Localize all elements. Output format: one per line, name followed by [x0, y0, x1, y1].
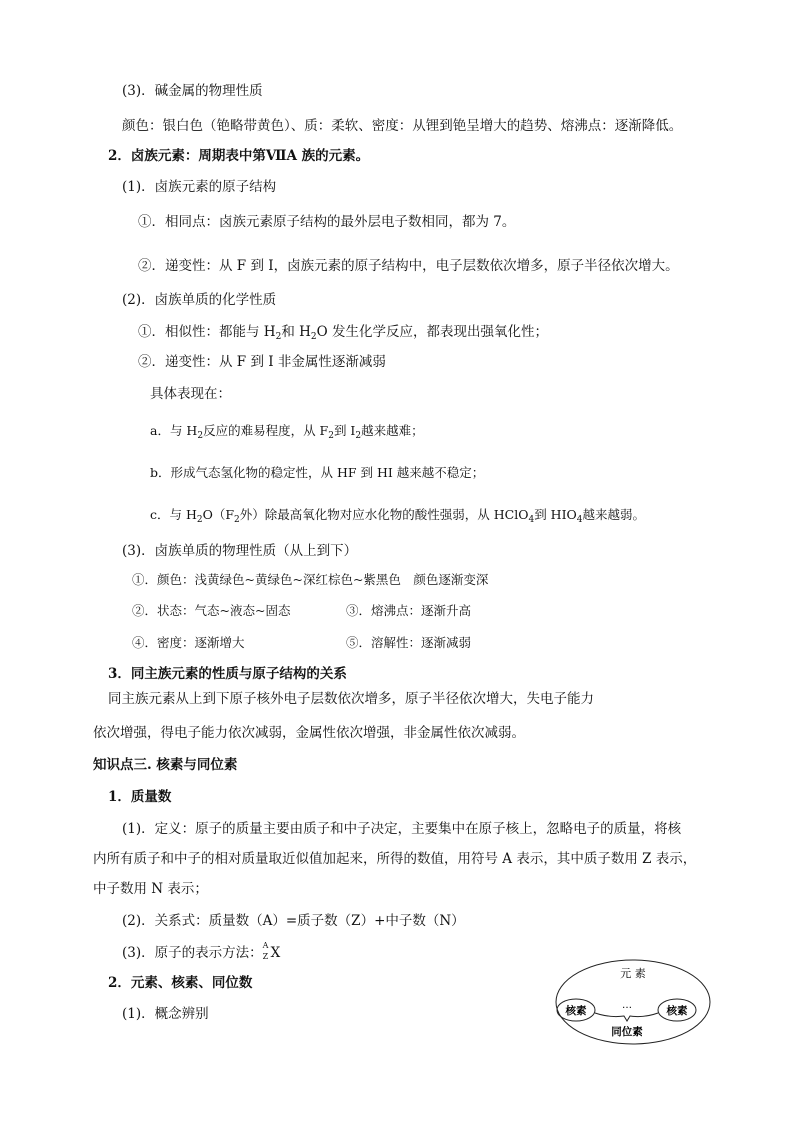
- halogen-structure-trend: ②．递变性：从 F 到 I，卤族元素的原子结构中，电子层数依次增多，原子半径依次增大。: [138, 258, 679, 274]
- section-alkali-physical-heading: (3)．碱金属的物理性质: [122, 83, 263, 99]
- halogen-physical-state: ②．状态：气态~液态~固态: [132, 603, 291, 618]
- halogen-structure-common: ①．相同点：卤族元素原子结构的最外层电子数相同，都为 7。: [138, 214, 516, 230]
- halogen-chemical-item-b: b．形成气态氢化物的稳定性，从 HF 到 HI 越来越不稳定；: [150, 465, 485, 480]
- isotope-label: 同位素: [611, 1026, 643, 1038]
- halogen-physical-heading: (3)．卤族单质的物理性质（从上到下）: [122, 543, 358, 559]
- concept-distinction: (1)．概念辨别: [122, 1006, 209, 1022]
- halogen-chemical-detail: 具体表现在：: [150, 386, 231, 402]
- halogen-physical-solubility: ⑤．溶解性：逐渐减弱: [346, 635, 472, 650]
- halogen-chemical-similarity: ①．相似性：都能与 $H_2$和 $H_2O$ 发生化学反应，都表现出强氧化性；: [138, 324, 548, 342]
- mass-number-relation: (2)．关系式：质量数（A）=质子数（Z）+中子数（N）: [122, 913, 465, 929]
- mass-number-definition-2: 内所有质子和中子的相对质量取近似值加起来，所得的数值，用符号 A 表示，其中质子数用 Z 表示，: [93, 851, 697, 867]
- halogen-chemical-heading: (2)．卤族单质的化学性质: [122, 292, 277, 308]
- halogen-physical-melting-point: ③．熔沸点：逐渐升高: [346, 603, 472, 618]
- section-alkali-physical-text: 颜色：银白色（铯略带黄色）、质：柔软、密度：从锂到铯呈增大的趋势、熔沸点：逐渐降低。: [122, 118, 683, 134]
- halogen-chemical-trend: ②．递变性：从 F 到 I 非金属性逐渐减弱: [138, 354, 386, 370]
- section-halogen-heading: 2．卤族元素：周期表中第ⅦA 族的元素。: [108, 148, 370, 164]
- halogen-physical-density: ④．密度：逐渐增大: [132, 635, 245, 650]
- nuclide-dots: …: [622, 1000, 632, 1011]
- same-group-line2: 依次增强，得电子能力依次减弱，金属性依次增强，非金属性依次减弱。: [93, 725, 525, 741]
- mass-number-definition-3: 中子数用 N 表示；: [93, 881, 208, 897]
- element-label: 元 素: [620, 967, 646, 980]
- element-nuclide-heading: 2．元素、核素、同位数: [108, 975, 253, 991]
- section-same-group-heading: 3．同主族元素的性质与原子结构的关系: [108, 666, 347, 682]
- knowledge-point-three-heading: 知识点三. 核素与同位素: [93, 757, 238, 773]
- element-nuclide-diagram: [554, 958, 712, 1046]
- nuclide-node-right-label: 核素: [666, 1005, 688, 1017]
- mass-number-definition-1: (1)．定义：原子的质量主要由质子和中子决定，主要集中在原子核上，忽略电子的质量，将核: [122, 821, 682, 837]
- halogen-structure-heading: (1)．卤族元素的原子结构: [122, 179, 277, 195]
- halogen-chemical-item-a: a．与 $H_2$反应的难易程度，从 $F_2$到 $I_2$越来越难；: [150, 423, 424, 441]
- atom-notation: (3)．原子的表示方法： A Z X: [122, 940, 281, 961]
- halogen-physical-color: ①．颜色：浅黄绿色~黄绿色~深红棕色~紫黑色 颜色逐渐变深: [132, 572, 489, 587]
- nuclide-node-left-label: 核素: [565, 1005, 587, 1017]
- isotope-brace: [595, 1013, 658, 1021]
- same-group-line1: 同主族元素从上到下原子核外电子层数依次增多，原子半径依次增大，失电子能力: [108, 691, 594, 707]
- halogen-chemical-item-c: c．与 $H_2O(F_2$外）除最高氧化物对应水化物的酸性强弱，从 HClO$_4$到 $HIO_4$越来越弱。: [150, 507, 646, 525]
- mass-number-heading: 1．质量数: [108, 789, 172, 805]
